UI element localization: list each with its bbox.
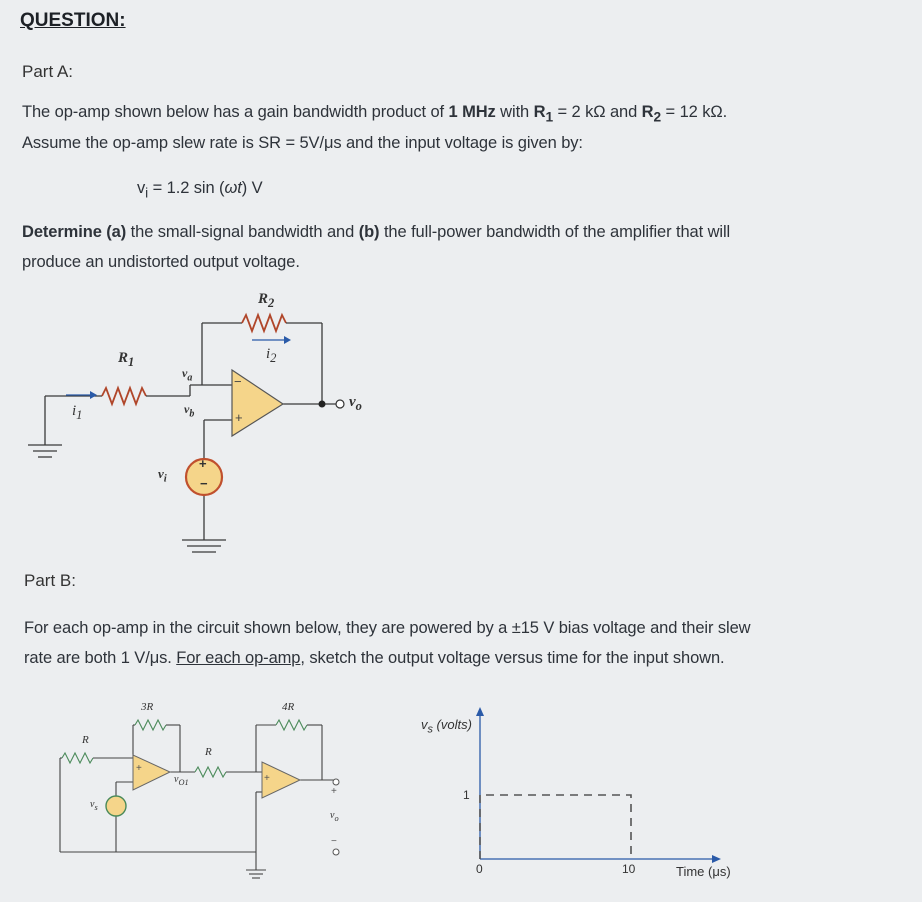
label-b-vo: $v_o$ <box>330 810 339 823</box>
vo-minus-terminal: − <box>331 836 337 847</box>
label-i2: $i_2$ <box>266 346 277 365</box>
label-i1: $i_1$ <box>72 403 83 422</box>
input-voltage-equation: $v_i = 1.2$ sin (ωt) V <box>137 179 263 201</box>
question-heading: QUESTION: <box>20 10 126 31</box>
part-a-line-1: The op-amp shown below has a gain bandwidth product of 1 MHz with $R_1 = 2$ kΩ and $R_2 = 12$ kΩ. <box>22 103 728 125</box>
part-b-line-1: For each op-amp in the circuit shown below, they are powered by a ±15 V bias voltage and their slew <box>24 619 751 637</box>
label-b-4r: 4R <box>282 701 295 713</box>
graph-x-origin: 0 <box>476 862 483 876</box>
label-b-vs: $v_s$ <box>90 799 98 812</box>
label-r1: $R_1$ <box>118 350 135 369</box>
opamp-2-plus: + <box>264 773 270 784</box>
opamp-1-plus: + <box>136 763 142 774</box>
label-va: $v_a$ <box>182 366 193 384</box>
graph-y-label: $v_s$ (volts) <box>421 717 472 736</box>
label-b-r-left: R <box>82 734 89 746</box>
label-r2: $R_2$ <box>258 291 275 310</box>
vo-plus-terminal: + <box>331 786 337 797</box>
opamp-a-plus: + <box>235 410 243 425</box>
label-b-r-mid: R <box>205 746 212 758</box>
graph-x-label: Time (μs) <box>676 864 731 879</box>
label-vi: $v_i$ <box>158 466 167 485</box>
label-vb: $v_b$ <box>184 402 195 420</box>
label-b-vo1: $v_{O1}$ <box>174 774 189 787</box>
opamp-a-minus: − <box>234 374 242 389</box>
graph-x-tick: 10 <box>622 862 636 876</box>
part-a-label: Part A: <box>22 62 74 81</box>
determine-line-1: Determine (a) the small-signal bandwidth and (b) the full-power bandwidth of the amplifier that will <box>22 223 731 241</box>
part-b-line-2: rate are both 1 V/μs. For each op-amp, sketch the output voltage versus time for the input shown. <box>24 649 725 667</box>
part-b-label: Part B: <box>24 571 76 590</box>
source-a-minus: − <box>200 476 208 491</box>
source-a-plus: + <box>199 456 207 471</box>
label-vo: $v_o$ <box>349 394 362 413</box>
label-b-3r: 3R <box>141 701 154 713</box>
determine-line-2: produce an undistorted output voltage. <box>22 253 300 271</box>
graph-y-tick: 1 <box>463 788 470 802</box>
part-a-line-2: Assume the op-amp slew rate is SR = 5V/μs and the input voltage is given by: <box>22 134 583 152</box>
input-waveform-line <box>480 795 631 859</box>
